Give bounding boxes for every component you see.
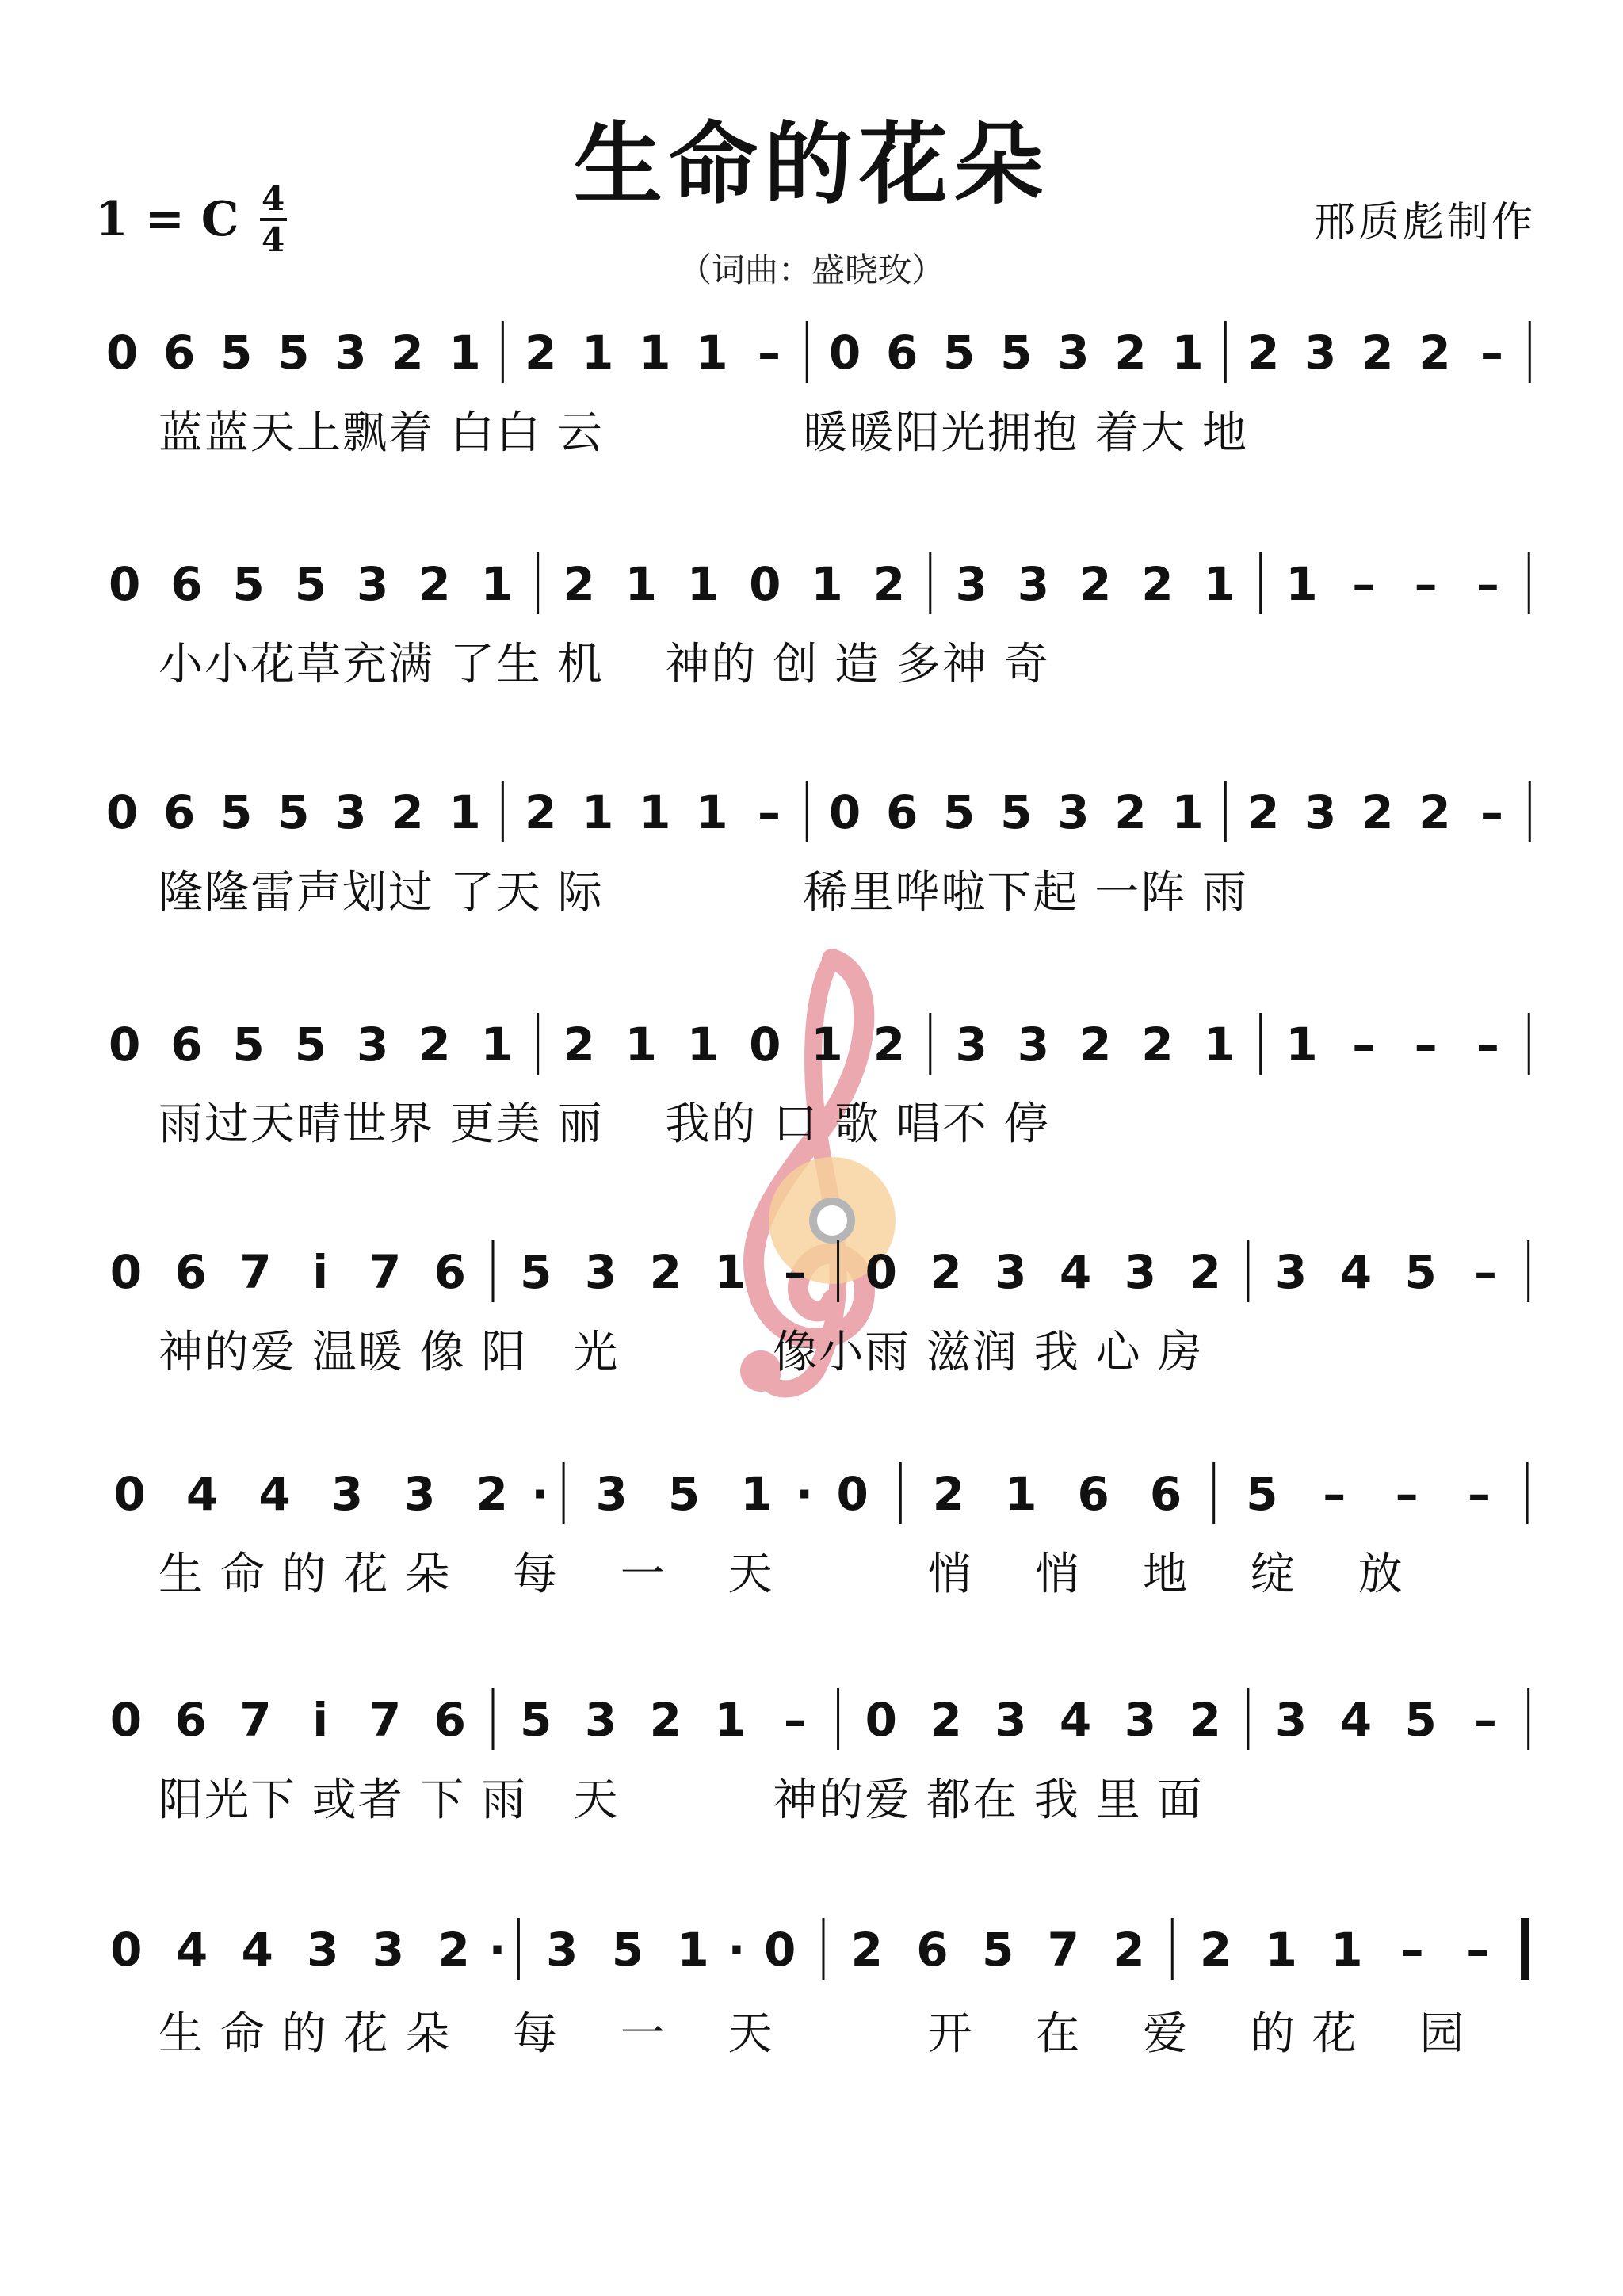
- note-digit: 5: [277, 785, 310, 839]
- note-digit: 2: [930, 1245, 962, 1299]
- note-digit: 2: [1247, 326, 1280, 380]
- note-digit: 1: [1005, 1467, 1037, 1521]
- note-digit: 2: [1361, 326, 1394, 380]
- note-digit: 1: [686, 1018, 720, 1072]
- note-digit: 5: [520, 1245, 552, 1299]
- note-digit: 3: [995, 1693, 1027, 1747]
- note-digit: 1: [696, 785, 728, 839]
- meter-top: 4: [261, 179, 285, 218]
- note-digit: 6: [885, 785, 918, 839]
- note-digit: 3: [1274, 1245, 1308, 1299]
- note-digit: 6: [916, 1923, 949, 1977]
- note-digit: 1: [1285, 557, 1318, 611]
- note-digit: 7: [1047, 1923, 1079, 1977]
- note-digit: 1: [624, 1018, 657, 1072]
- note-digit: 2: [649, 1245, 682, 1299]
- note-digit: 7: [369, 1693, 402, 1747]
- dot-note: ·: [488, 1923, 506, 1977]
- note-digit: 3: [1124, 1245, 1157, 1299]
- note-digit: 5: [520, 1693, 552, 1747]
- note-digit: 0: [828, 785, 861, 839]
- note-digit: 3: [1304, 326, 1337, 380]
- note-digit: 3: [1057, 326, 1090, 380]
- note-digit: 2: [1419, 326, 1451, 380]
- note-digit: 5: [667, 1467, 701, 1521]
- note-digit: 0: [105, 326, 139, 380]
- lyric-line: 神的爱 温暖 像 阳 光 像小雨 滋润 我 心 房: [158, 1327, 1204, 1378]
- note-digit: 3: [955, 557, 987, 611]
- note-digit: 0: [105, 785, 139, 839]
- dash-note: –: [1476, 557, 1499, 611]
- note-digit: 5: [294, 557, 327, 611]
- note-digit: 7: [239, 1245, 272, 1299]
- dash-note: –: [783, 1693, 807, 1747]
- note-digit: 5: [981, 1923, 1014, 1977]
- note-digit: 0: [828, 326, 861, 380]
- score-row: [110, 1688, 1529, 1750]
- note-digit: 2: [1113, 1923, 1145, 1977]
- note-digit: 2: [391, 785, 424, 839]
- note-digit: 2: [1079, 557, 1112, 611]
- note-digit: 2: [418, 557, 451, 611]
- dash-note: –: [783, 1245, 807, 1299]
- note-digit: 1: [1331, 1923, 1363, 1977]
- note-digit: 5: [232, 557, 265, 611]
- note-digit: 2: [1141, 557, 1174, 611]
- note-digit: 6: [433, 1245, 466, 1299]
- note-digit: 3: [372, 1923, 405, 1977]
- note-digit: 6: [1149, 1467, 1182, 1521]
- note-digit: i: [312, 1693, 329, 1747]
- note-digit: 0: [110, 1923, 143, 1977]
- note-digit: 3: [584, 1693, 617, 1747]
- note-digit: 5: [220, 785, 253, 839]
- note-digit: 5: [1000, 785, 1033, 839]
- dash-note: –: [1352, 557, 1376, 611]
- dot-note: ·: [727, 1923, 746, 1977]
- score-row: [114, 1462, 1528, 1524]
- note-digit: 4: [185, 1467, 219, 1521]
- note-digit: 4: [258, 1467, 291, 1521]
- note-digit: 7: [369, 1245, 402, 1299]
- note-digit: 1: [582, 785, 614, 839]
- dash-note: –: [1473, 1693, 1497, 1747]
- lyric-line: 小小花草充满 了生 机 神的 创 造 多神 奇: [158, 639, 1050, 690]
- lyric-line: 生 命 的 花 朵 每 一 天 开 在 爱 的 花 园: [158, 2008, 1466, 2060]
- note-digit: 1: [1265, 1923, 1297, 1977]
- note-digit: 3: [1017, 1018, 1050, 1072]
- note-digit: 3: [955, 1018, 987, 1072]
- note-digit: 1: [1171, 785, 1204, 839]
- note-digit: 5: [943, 785, 976, 839]
- note-digit: 3: [1017, 557, 1050, 611]
- note-digit: 3: [1304, 785, 1337, 839]
- note-digit: 2: [850, 1923, 883, 1977]
- key-label: 1 = C: [95, 192, 239, 247]
- note-digit: 1: [1203, 557, 1235, 611]
- note-digit: 2: [873, 1018, 906, 1072]
- note-digit: 3: [1274, 1693, 1308, 1747]
- note-digit: 0: [108, 1018, 141, 1072]
- note-digit: 2: [1114, 326, 1147, 380]
- meter-bottom: 4: [261, 220, 285, 259]
- note-digit: 1: [449, 326, 481, 380]
- dash-note: –: [1414, 557, 1438, 611]
- note-digit: 1: [1171, 326, 1204, 380]
- note-digit: 6: [885, 326, 918, 380]
- note-digit: 0: [865, 1693, 897, 1747]
- score-row: [109, 552, 1529, 614]
- note-digit: 0: [763, 1923, 796, 1977]
- note-digit: 4: [241, 1923, 273, 1977]
- note-digit: 3: [357, 557, 389, 611]
- dash-note: –: [1480, 326, 1503, 380]
- note-digit: 2: [437, 1923, 470, 1977]
- note-digit: 5: [1404, 1693, 1437, 1747]
- note-digit: 6: [170, 1018, 203, 1072]
- note-digit: 3: [1124, 1693, 1157, 1747]
- score-row: [106, 781, 1529, 842]
- note-digit: 2: [1114, 785, 1147, 839]
- note-digit: 6: [174, 1693, 207, 1747]
- note-digit: 1: [677, 1923, 709, 1977]
- lyric-line: 雨过天晴世界 更美 丽 我的 口 歌 唱不 停: [158, 1098, 1050, 1150]
- note-digit: 4: [1339, 1693, 1373, 1747]
- note-digit: 1: [714, 1245, 747, 1299]
- note-digit: 2: [563, 557, 595, 611]
- note-digit: 6: [162, 785, 196, 839]
- dot-note: ·: [531, 1467, 549, 1521]
- note-digit: 2: [563, 1018, 595, 1072]
- note-digit: 5: [943, 326, 976, 380]
- note-digit: 1: [582, 326, 614, 380]
- note-digit: 2: [1141, 1018, 1174, 1072]
- note-digit: 3: [546, 1923, 579, 1977]
- note-digit: 3: [307, 1923, 339, 1977]
- song-title: 生命的花朵: [574, 113, 1049, 216]
- maker-credit: 邢质彪制作: [1313, 199, 1536, 246]
- note-digit: 6: [170, 557, 203, 611]
- note-digit: 3: [1057, 785, 1090, 839]
- note-digit: 0: [749, 557, 781, 611]
- note-digit: 6: [1077, 1467, 1109, 1521]
- lyric-line: 生 命 的 花 朵 每 一 天 悄 悄 地 绽 放: [158, 1549, 1404, 1600]
- dash-note: –: [1480, 785, 1503, 839]
- note-digit: 5: [611, 1923, 644, 1977]
- dash-note: –: [1414, 1018, 1438, 1072]
- note-digit: 1: [1285, 1018, 1318, 1072]
- note-digit: 2: [930, 1693, 962, 1747]
- note-digit: 1: [811, 1018, 843, 1072]
- note-digit: 4: [1059, 1693, 1092, 1747]
- dash-note: –: [1476, 1018, 1499, 1072]
- note-digit: 1: [686, 557, 720, 611]
- note-digit: 0: [836, 1467, 869, 1521]
- note-digit: 2: [418, 1018, 451, 1072]
- note-digit: 2: [873, 557, 906, 611]
- lyricist-composer-credit: （词曲：盛晓玫）: [678, 250, 945, 289]
- note-digit: 3: [334, 326, 367, 380]
- note-digit: 2: [475, 1467, 508, 1521]
- dash-note: –: [757, 785, 781, 839]
- note-digit: 0: [749, 1018, 781, 1072]
- note-digit: 2: [1199, 1923, 1232, 1977]
- dash-note: –: [757, 326, 781, 380]
- note-digit: 0: [109, 1693, 143, 1747]
- note-digit: 2: [932, 1467, 965, 1521]
- note-digit: 3: [995, 1245, 1027, 1299]
- note-digit: 4: [175, 1923, 208, 1977]
- dash-note: –: [1473, 1245, 1497, 1299]
- lyric-line: 阳光下 或者 下 雨 天 神的爱 都在 我 里 面: [158, 1775, 1204, 1826]
- note-digit: 0: [108, 557, 141, 611]
- note-digit: 1: [624, 557, 657, 611]
- dash-note: –: [1395, 1467, 1419, 1521]
- note-digit: 4: [1339, 1245, 1373, 1299]
- note-digit: 2: [524, 785, 557, 839]
- note-digit: 2: [1247, 785, 1280, 839]
- note-digit: 5: [232, 1018, 265, 1072]
- dot-note: ·: [796, 1467, 814, 1521]
- note-digit: 1: [480, 557, 513, 611]
- note-digit: 5: [220, 326, 253, 380]
- note-digit: 0: [109, 1245, 143, 1299]
- note-digit: 2: [1189, 1693, 1221, 1747]
- note-digit: 2: [1361, 785, 1394, 839]
- note-digit: 6: [162, 326, 196, 380]
- score-row: [109, 1013, 1529, 1075]
- note-digit: 2: [1189, 1245, 1221, 1299]
- note-digit: 2: [391, 326, 424, 380]
- note-digit: 3: [330, 1467, 364, 1521]
- note-digit: 1: [811, 557, 843, 611]
- note-digit: 1: [1203, 1018, 1235, 1072]
- score-row: [110, 1918, 1525, 1980]
- note-digit: 1: [740, 1467, 773, 1521]
- score-row: [110, 1240, 1529, 1302]
- note-digit: 2: [649, 1693, 682, 1747]
- score-row: [106, 321, 1529, 383]
- note-digit: 3: [403, 1467, 436, 1521]
- dash-note: –: [1466, 1923, 1490, 1977]
- note-digit: 7: [239, 1693, 272, 1747]
- note-digit: i: [312, 1245, 329, 1299]
- note-digit: 1: [714, 1693, 747, 1747]
- note-digit: 1: [696, 326, 728, 380]
- note-digit: 2: [524, 326, 557, 380]
- lyric-line: 隆隆雷声划过 了天 际 稀里哗啦下起 一阵 雨: [158, 867, 1249, 919]
- note-digit: 0: [113, 1467, 146, 1521]
- dash-note: –: [1400, 1923, 1424, 1977]
- note-digit: 1: [480, 1018, 513, 1072]
- note-digit: 3: [595, 1467, 628, 1521]
- note-digit: 5: [1404, 1245, 1437, 1299]
- note-digit: 1: [639, 326, 671, 380]
- note-digit: 5: [277, 326, 310, 380]
- dash-note: –: [1323, 1467, 1346, 1521]
- note-digit: 0: [865, 1245, 897, 1299]
- note-digit: 6: [433, 1693, 466, 1747]
- note-digit: 6: [174, 1245, 207, 1299]
- note-digit: 2: [1419, 785, 1451, 839]
- note-digit: 5: [294, 1018, 327, 1072]
- note-digit: 4: [1059, 1245, 1092, 1299]
- note-digit: 1: [639, 785, 671, 839]
- lyric-line: 蓝蓝天上飘着 白白 云 暖暖阳光拥抱 着大 地: [158, 407, 1249, 459]
- note-digit: 5: [1000, 326, 1033, 380]
- note-digit: 2: [1079, 1018, 1112, 1072]
- note-digit: 5: [1246, 1467, 1278, 1521]
- dash-note: –: [1467, 1467, 1491, 1521]
- note-digit: 3: [357, 1018, 389, 1072]
- dash-note: –: [1352, 1018, 1376, 1072]
- note-digit: 1: [449, 785, 481, 839]
- note-digit: 3: [584, 1245, 617, 1299]
- note-digit: 3: [334, 785, 367, 839]
